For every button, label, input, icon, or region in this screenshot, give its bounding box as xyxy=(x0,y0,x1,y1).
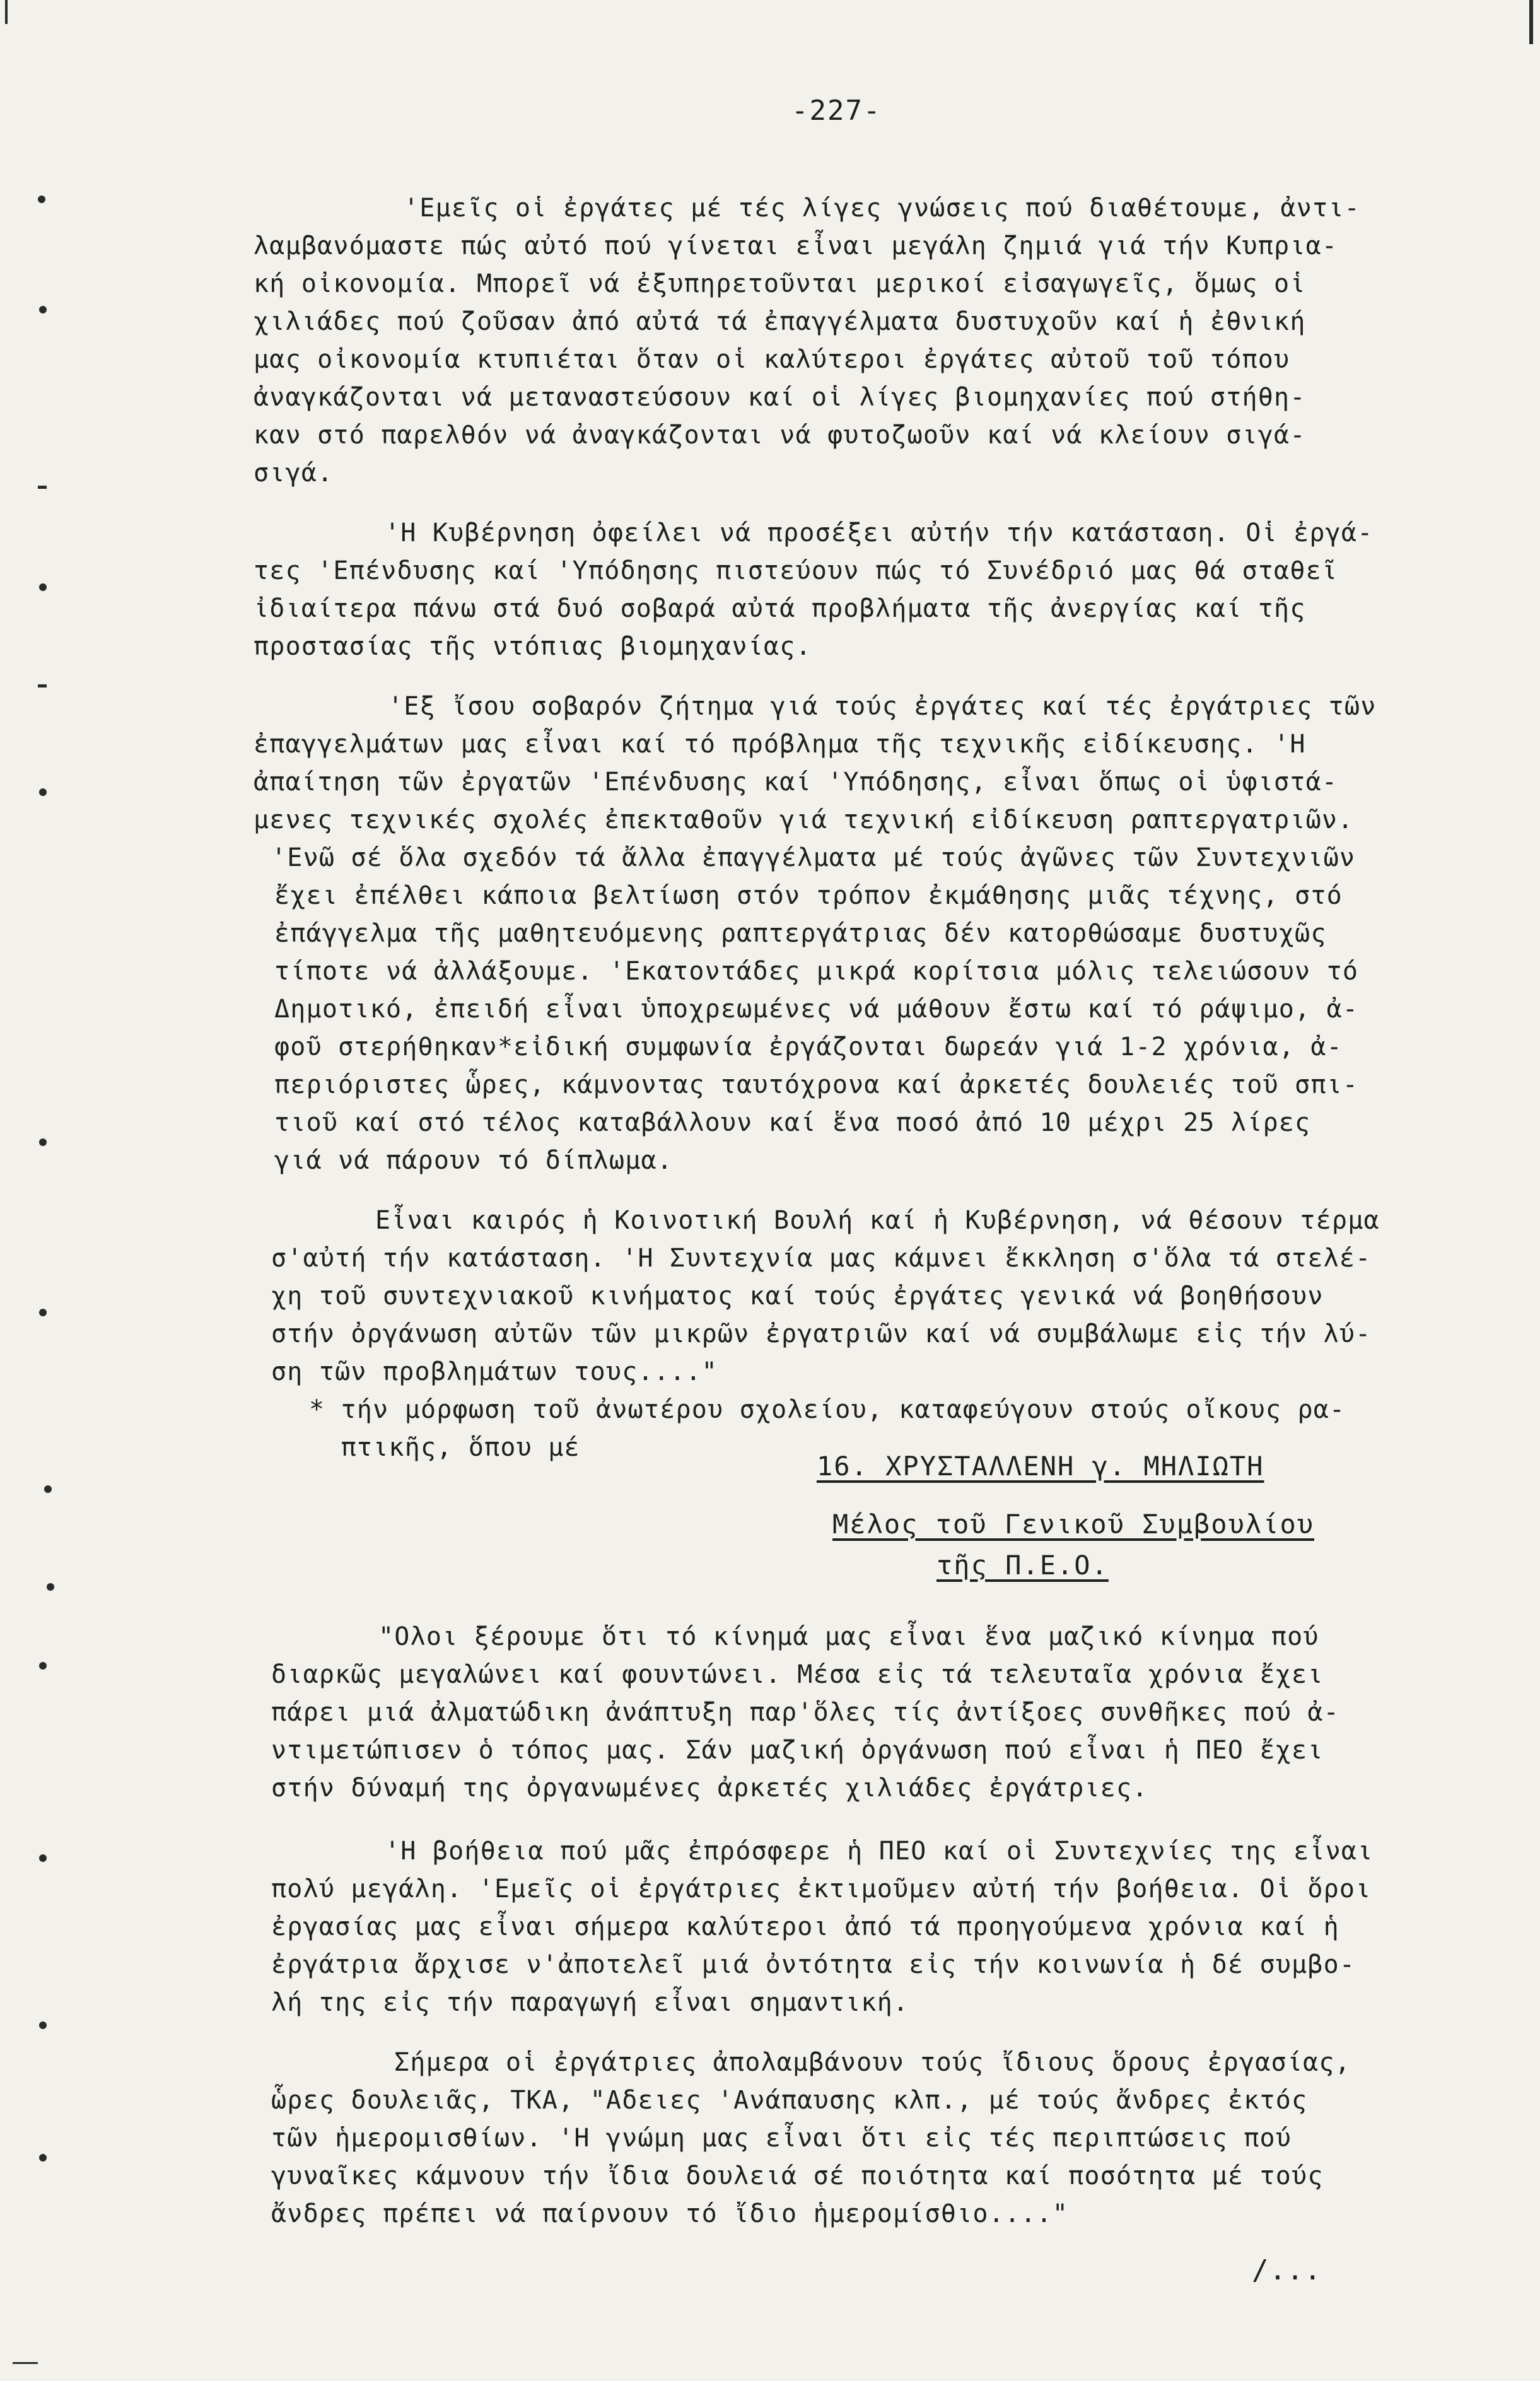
margin-dash xyxy=(38,684,47,687)
text-line: ἄνδρες πρέπει νά παίρνουν τό ἴδιο ἡμερομίσθιο...." xyxy=(271,2199,1069,2228)
text-line: 'Εμεῖς οἱ ἐργάτες μέ τές λίγες γνώσεις πού διαθέτουμε, ἀντι- xyxy=(404,194,1360,223)
margin-dot xyxy=(39,2021,47,2029)
text-line: ση τῶν προβλημάτων τους...." xyxy=(271,1357,718,1386)
text-line: προστασίας τῆς ντόπιας βιομηχανίας. xyxy=(254,632,812,661)
speaker-organization: τῆς Π.Ε.Ο. xyxy=(936,1550,1109,1581)
text-line: ἀπαίτηση τῶν ἐργατῶν 'Επένδυσης καί 'Υπόδησης, εἶναι ὅπως οἱ ὑφιστά- xyxy=(254,768,1338,797)
text-line: λαμβανόμαστε πώς αὐτό πού γίνεται εἶναι μεγάλη ζημιά γιά τήν Κυπρια- xyxy=(254,231,1338,260)
scan-edge-mark xyxy=(13,2362,38,2364)
text-line: τῶν ἡμερομισθίων. 'Η γνώμη μας εἶναι ὅτι εἰς τές περιπτώσεις πού xyxy=(271,2124,1292,2153)
text-line: λή της εἰς τήν παραγωγή εἶναι σημαντική. xyxy=(271,1988,909,2017)
text-line: ἔχει ἐπέλθει κάποια βελτίωση στόν τρόπον ἐκμάθησης μιᾶς τέχνης, στό xyxy=(274,881,1343,910)
footnote-line: * τήν μόρφωση τοῦ ἀνωτέρου σχολείου, καταφεύγουν στούς οἴκους ρα- xyxy=(309,1395,1346,1424)
text-line: κή οἰκονομία. Μπορεῖ νά ἐξυπηρετοῦνται μερικοί εἰσαγωγεῖς, ὅμως οἱ xyxy=(254,269,1306,298)
margin-dot xyxy=(39,1309,47,1316)
margin-dot xyxy=(39,1662,47,1670)
margin-dot xyxy=(44,1485,52,1493)
text-line: Σήμερα οἱ ἐργάτριες ἀπολαμβάνουν τούς ἴδιους ὅρους ἐργασίας, xyxy=(394,2048,1351,2077)
margin-dot xyxy=(47,1583,54,1591)
text-line: ντιμετώπισεν ὁ τόπος μας. Σάν μαζική ὀργάνωση πού εἶναι ἡ ΠΕΟ ἔχει xyxy=(271,1736,1324,1765)
text-line: ἰδιαίτερα πάνω στά δυό σοβαρά αὐτά προβλήματα τῆς ἀνεργίας καί τῆς xyxy=(254,594,1306,623)
text-line: ὧρες δουλειᾶς, ΤΚΑ, "Αδειες 'Ανάπαυσης κλπ., μέ τούς ἄνδρες ἐκτός xyxy=(271,2086,1308,2115)
margin-dash xyxy=(38,486,47,489)
text-line: μενες τεχνικές σχολές ἐπεκταθοῦν γιά τεχνική εἰδίκευση ραπτεργατριῶν. xyxy=(254,805,1354,834)
text-line: 'Ενῶ σέ ὅλα σχεδόν τά ἄλλα ἐπαγγέλματα μέ τούς ἀγῶνες τῶν Συντεχνιῶν xyxy=(271,843,1356,872)
text-line: γιά νά πάρουν τό δίπλωμα. xyxy=(274,1146,674,1175)
speaker-title: Μέλος τοῦ Γενικοῦ Συμβουλίου xyxy=(832,1509,1315,1540)
text-line: στήν δύναμή της ὀργανωμένες ἀρκετές χιλιάδες ἐργάτριες. xyxy=(271,1774,1148,1803)
scan-edge-mark xyxy=(5,0,8,24)
margin-dot xyxy=(39,583,47,591)
text-line: ἐπαγγελμάτων μας εἶναι καί τό πρόβλημα τῆς τεχνικῆς εἰδίκευσης. 'Η xyxy=(254,730,1306,759)
text-line: ἐργάτρια ἄρχισε ν'ἀποτελεῖ μιά ὀντότητα εἰς τήν κοινωνία ἡ δέ συμβο- xyxy=(271,1950,1356,1979)
text-line: ἐργασίας μας εἶναι σήμερα καλύτεροι ἀπό τά προηγούμενα χρόνια καί ἡ xyxy=(271,1912,1339,1941)
text-line: πολύ μεγάλη. 'Εμεῖς οἱ ἐργάτριες ἐκτιμοῦμεν αὐτή τήν βοήθεια. Οἱ ὅροι xyxy=(271,1875,1372,1904)
text-line: χη τοῦ συντεχνιακοῦ κινήματος καί τούς ἐργάτες γενικά νά βοηθήσουν xyxy=(271,1282,1324,1311)
text-line: χιλιάδες πού ζοῦσαν ἀπό αὐτά τά ἐπαγγέλματα δυστυχοῦν καί ἡ ἐθνική xyxy=(254,307,1306,336)
continuation-mark: /... xyxy=(1252,2254,1322,2286)
text-line: 'Η βοήθεια πού μᾶς ἐπρόσφερε ἡ ΠΕΟ καί οἱ Συντεχνίες της εἶναι xyxy=(385,1837,1374,1866)
text-line: τιοῦ καί στό τέλος καταβάλλουν καί ἕνα ποσό ἀπό 10 μέχρι 25 λίρες xyxy=(274,1108,1311,1137)
margin-dot xyxy=(39,788,47,796)
text-line: στήν ὀργάνωση αὐτῶν τῶν μικρῶν ἐργατριῶν καί νά συμβάλωμε εἰς τήν λύ- xyxy=(271,1319,1372,1348)
text-line: σιγά. xyxy=(254,459,334,488)
margin-dot xyxy=(39,306,47,313)
text-line: ἀναγκάζονται νά μεταναστεύσουν καί οἱ λίγες βιομηχανίες πού στήθη- xyxy=(254,383,1306,412)
text-line: τίποτε νά ἀλλάξουμε. 'Εκατοντάδες μικρά κορίτσια μόλις τελειώσουν τό xyxy=(274,957,1359,986)
text-line: διαρκῶς μεγαλώνει καί φουντώνει. Μέσα εἰς τά τελευταῖα χρόνια ἔχει xyxy=(271,1660,1324,1689)
page-number: -227- xyxy=(791,95,882,127)
text-line: πάρει μιά ἀλματώδικη ἀνάπτυξη παρ'ὅλες τίς ἀντίξοες συνθῆκες πού ἀ- xyxy=(271,1698,1339,1727)
text-line: μας οἰκονομία κτυπιέται ὅταν οἱ καλύτεροι ἐργάτες αὐτοῦ τοῦ τόπου xyxy=(254,345,1290,374)
text-line: ἐπάγγελμα τῆς μαθητευόμενης ραπτεργάτριας δέν κατορθώσαμε δυστυχῶς xyxy=(274,919,1327,948)
text-line: φοῦ στερήθηκαν*εἰδική συμφωνία ἐργάζονται δωρεάν γιά 1-2 χρόνια, ἀ- xyxy=(274,1033,1343,1062)
text-line: Εἶναι καιρός ἡ Κοινοτική Βουλή καί ἡ Κυβέρνηση, νά θέσουν τέρμα xyxy=(375,1206,1380,1235)
text-line: περιόριστες ὧρες, κάμνοντας ταυτόχρονα καί ἀρκετές δουλειές τοῦ σπι- xyxy=(274,1070,1359,1099)
footnote-line: πτικῆς, ὅπου μέ xyxy=(309,1433,580,1462)
margin-dot xyxy=(39,2154,47,2162)
text-line: σ'αὐτή τήν κατάσταση. 'Η Συντεχνία μας κάμνει ἔκκληση σ'ὅλα τά στελέ- xyxy=(271,1244,1372,1273)
text-line: 'Η Κυβέρνηση ὀφείλει νά προσέξει αὐτήν τήν κατάσταση. Οἱ ἐργά- xyxy=(385,518,1374,547)
margin-dot xyxy=(39,1854,47,1862)
text-line: Δημοτικό, ἐπειδή εἶναι ὑποχρεωμένες νά μάθουν ἔστω καί τό ράψιμο, ἀ- xyxy=(274,995,1359,1024)
margin-dot xyxy=(38,196,45,203)
text-line: 'Εξ ἴσου σοβαρόν ζήτημα γιά τούς ἐργάτες καί τές ἐργάτριες τῶν xyxy=(388,692,1377,721)
text-line: καν στό παρελθόν νά ἀναγκάζονται νά φυτοζωοῦν καί νά κλείουν σιγά- xyxy=(254,421,1306,450)
text-line: "Ολοι ξέρουμε ὅτι τό κίνημά μας εἶναι ἕνα μαζικό κίνημα πού xyxy=(378,1622,1319,1651)
scan-edge-mark xyxy=(1529,0,1533,44)
margin-dot xyxy=(39,1138,47,1146)
text-line: τες 'Επένδυσης καί 'Υπόδησης πιστεύουν πώς τό Συνέδριό μας θά σταθεῖ xyxy=(254,556,1338,585)
text-line: γυναῖκες κάμνουν τήν ἴδια δουλειά σέ ποιότητα καί ποσότητα μέ τούς xyxy=(271,2162,1324,2191)
speaker-name: 16. ΧΡΥΣΤΑΛΛΕΝΗ γ. ΜΗΛΙΩΤΗ xyxy=(817,1451,1264,1482)
